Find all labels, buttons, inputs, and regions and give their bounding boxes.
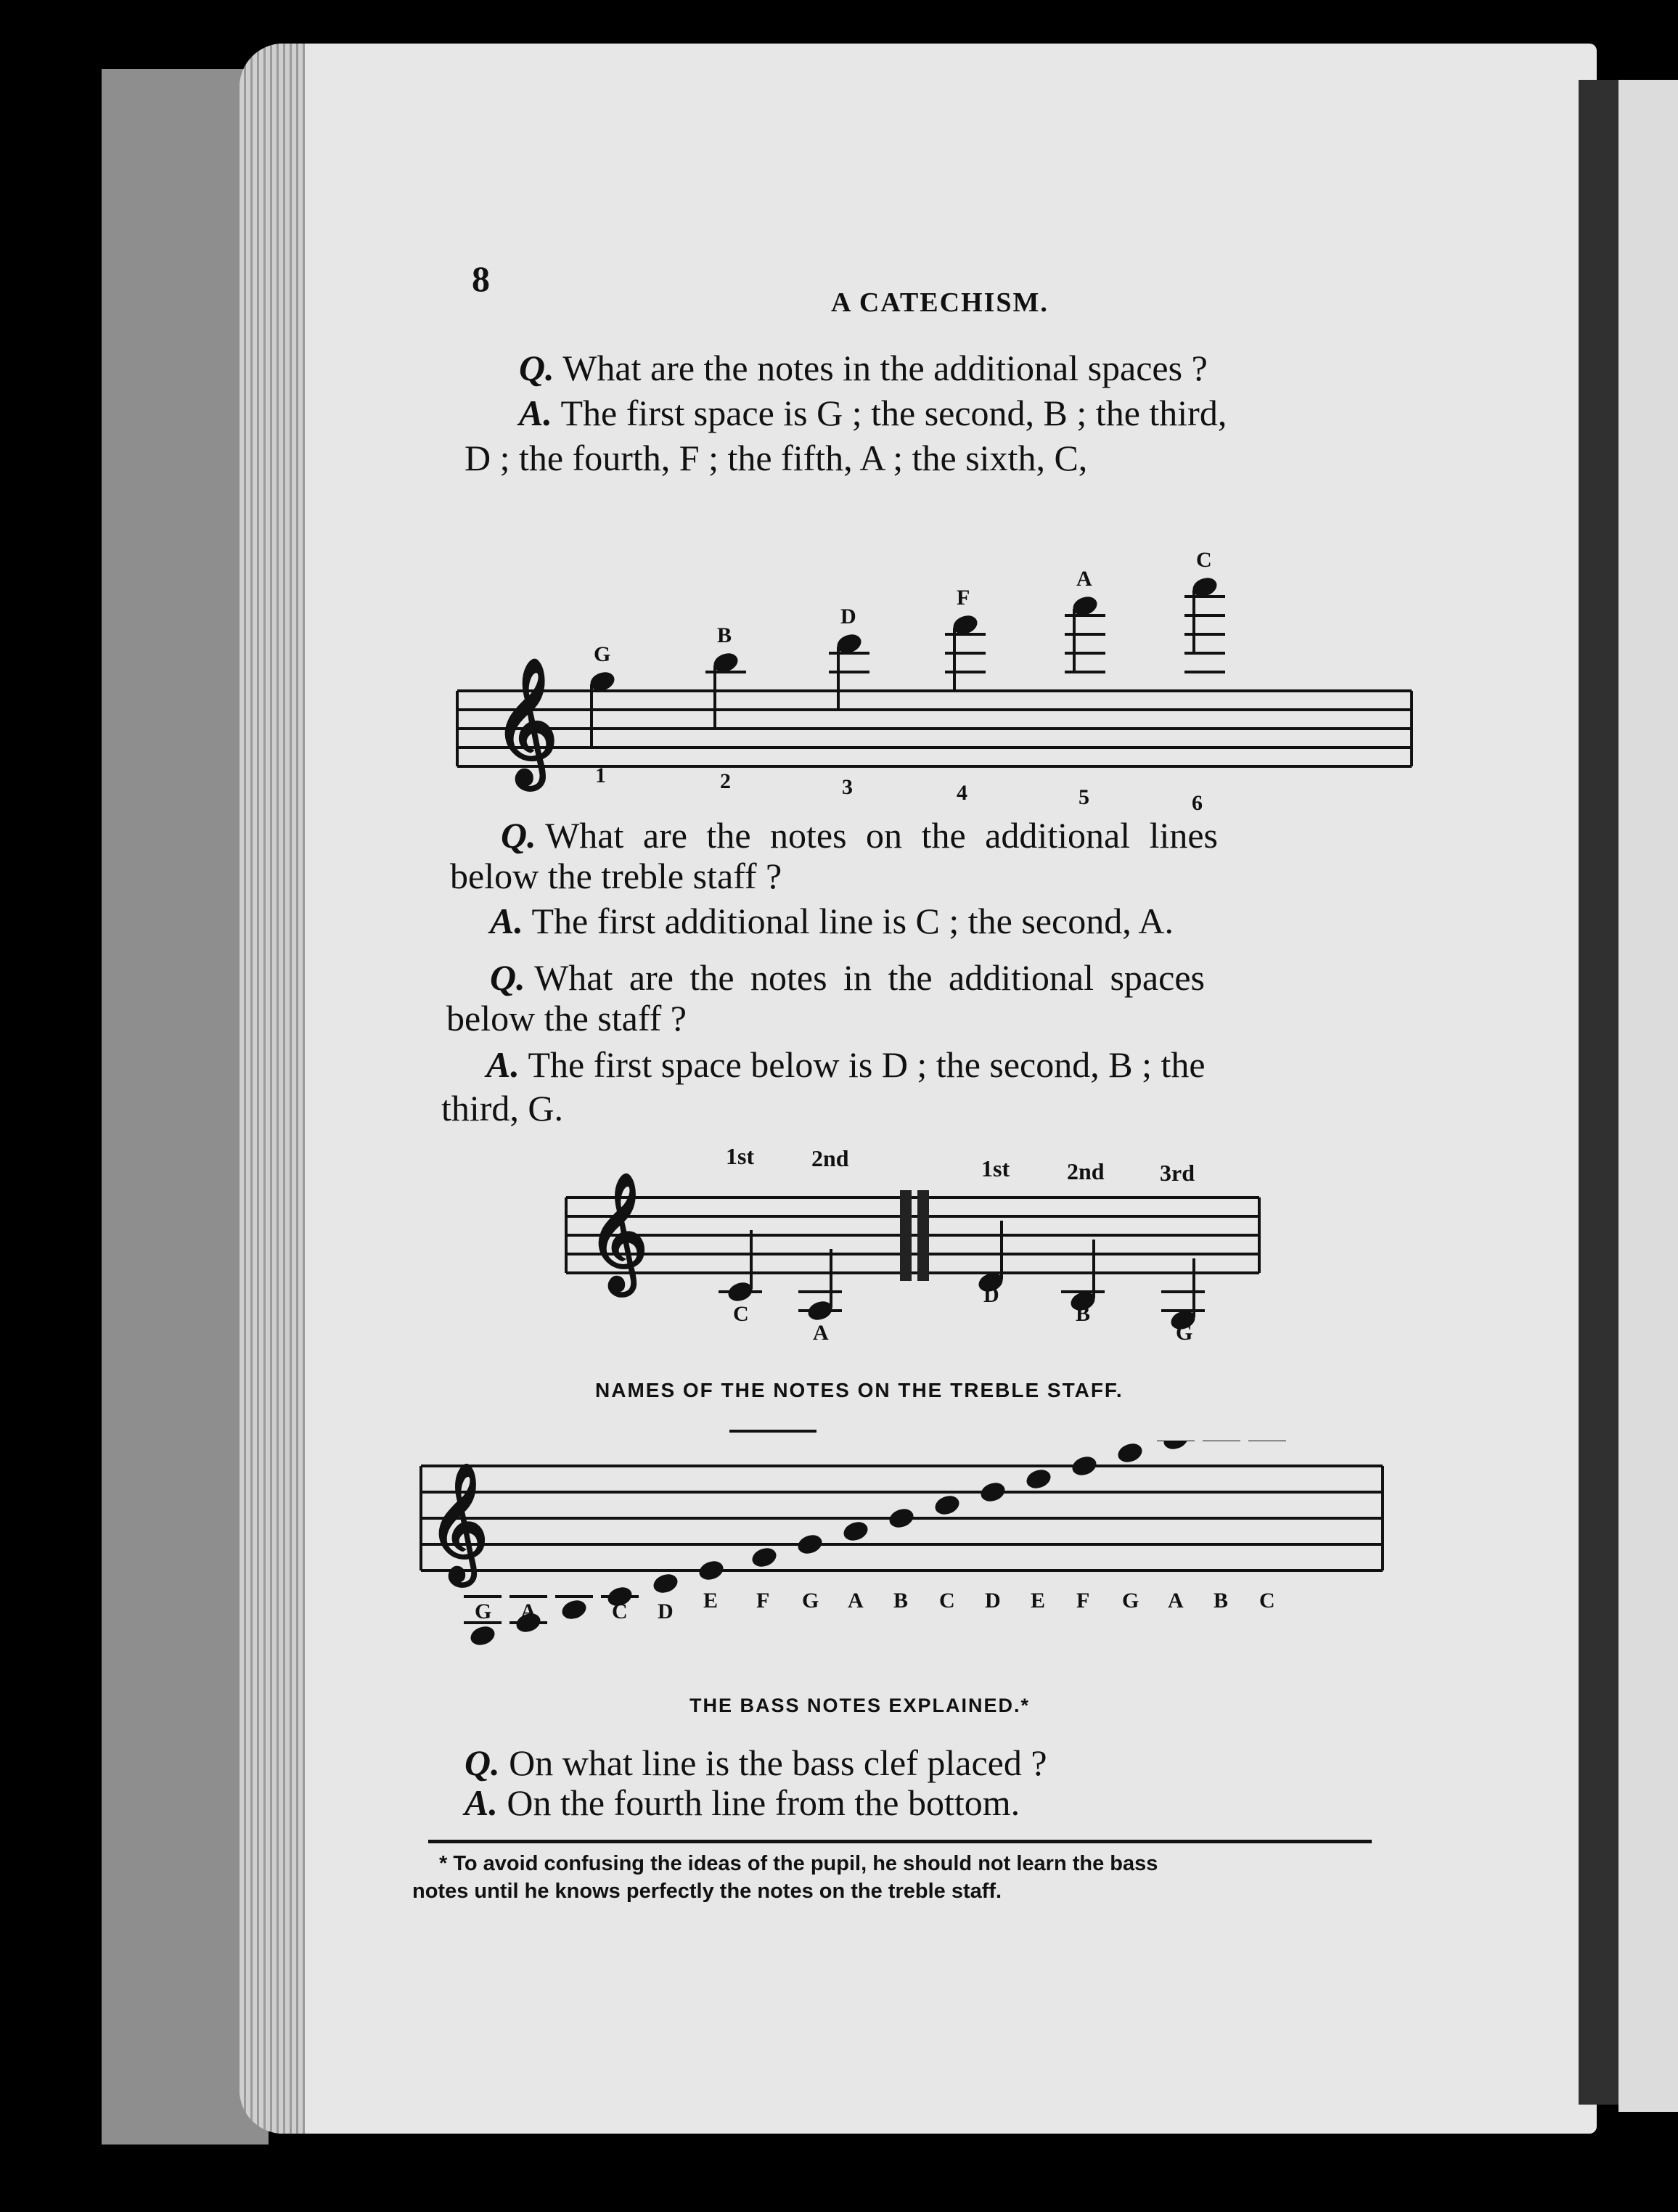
question-3-line-2: below the staff ? bbox=[446, 998, 687, 1039]
ordinal-right-1: 1st bbox=[981, 1155, 1010, 1181]
fig2-note bbox=[1161, 1258, 1205, 1345]
fig1-number-2: 2 bbox=[720, 769, 731, 793]
treble-clef-icon: 𝄞 bbox=[494, 662, 558, 782]
q-marker: Q. bbox=[464, 1742, 500, 1783]
question-4 bbox=[464, 1742, 1047, 1784]
caption-treble-staff: NAMES OF THE NOTES ON THE TREBLE STAFF. bbox=[595, 1379, 1124, 1401]
fig3-note-label: A bbox=[520, 1599, 536, 1623]
page-stack-edge bbox=[240, 44, 305, 2134]
fig1-note-label: C bbox=[1196, 548, 1212, 572]
fig3-note bbox=[1116, 1441, 1145, 1465]
ordinal-left-1: 1st bbox=[726, 1143, 755, 1169]
gutter-shadow bbox=[1579, 80, 1618, 2105]
q-marker: Q. bbox=[519, 348, 554, 388]
fig1-note bbox=[945, 613, 986, 690]
fig3-note bbox=[697, 1558, 726, 1583]
fig3-note bbox=[841, 1519, 870, 1544]
fig2-note-label: B bbox=[1076, 1302, 1091, 1326]
fig3-note-label: D bbox=[985, 1589, 1001, 1613]
question-1 bbox=[519, 347, 1208, 389]
fig3-note-label: E bbox=[1031, 1589, 1046, 1613]
footnote-rule bbox=[428, 1840, 1372, 1843]
fig3-note-label: A bbox=[848, 1589, 864, 1613]
fig3-note-label: B bbox=[1214, 1589, 1229, 1613]
answer-2 bbox=[490, 900, 1174, 942]
answer-4 bbox=[464, 1782, 1020, 1824]
fig3-note-label: A bbox=[1168, 1589, 1184, 1613]
question-4-text: On what line is the bass clef placed ? bbox=[509, 1742, 1047, 1783]
fig1-number-1: 1 bbox=[595, 763, 606, 787]
fig1-note bbox=[1184, 575, 1225, 672]
answer-1-text-1: The first space is G ; the second, B ; the third, bbox=[560, 393, 1227, 433]
fig3-note-label: B bbox=[893, 1589, 909, 1613]
fig3-note-label: G bbox=[475, 1599, 492, 1623]
fig2-note-label: D bbox=[983, 1283, 999, 1307]
a-marker: A. bbox=[519, 393, 552, 433]
facing-page bbox=[1618, 80, 1678, 2112]
a-marker: A. bbox=[486, 1044, 520, 1085]
question-1-text: What are the notes in the additional spaces ? bbox=[562, 348, 1208, 388]
fig1-note bbox=[829, 631, 869, 709]
fig3-note-label: F bbox=[756, 1589, 770, 1613]
answer-3-text-1: The first space below is D ; the second, B ; the bbox=[528, 1044, 1206, 1085]
caption-rule bbox=[729, 1430, 817, 1433]
footnote-line-1: * To avoid confusing the ideas of the pupil, he should not learn the bass bbox=[439, 1852, 1158, 1875]
fig1-number-3: 3 bbox=[842, 775, 853, 799]
q-marker: Q. bbox=[501, 815, 536, 856]
fig2-note bbox=[976, 1221, 1005, 1307]
question-3-text-1: What are the notes in the additional spaces bbox=[534, 957, 1205, 998]
fig1-note bbox=[705, 650, 746, 728]
question-2-line-2: below the treble staff ? bbox=[450, 856, 782, 896]
answer-4-text: On the fourth line from the bottom. bbox=[507, 1782, 1020, 1823]
running-head: A CATECHISM. bbox=[831, 287, 1049, 318]
answer-2-text: The first additional line is C ; the second, A. bbox=[531, 901, 1174, 941]
ordinal-right-3: 3rd bbox=[1160, 1160, 1195, 1186]
caption-bass-notes: THE BASS NOTES EXPLAINED.* bbox=[689, 1695, 1031, 1716]
fig3-note-label: C bbox=[939, 1589, 955, 1613]
fig1-note-label: A bbox=[1076, 567, 1092, 591]
figure-treble-staff-notes bbox=[414, 1441, 1408, 1666]
ordinal-left-2: 2nd bbox=[811, 1145, 849, 1171]
fig2-note bbox=[719, 1230, 762, 1326]
fig1-note-label: F bbox=[957, 586, 970, 610]
a-marker: A. bbox=[464, 1782, 498, 1823]
a-marker: A. bbox=[490, 901, 523, 941]
fig1-number-6: 6 bbox=[1192, 791, 1203, 815]
fig3-note-label: G bbox=[1122, 1589, 1139, 1613]
footnote-line-2: notes until he knows perfectly the notes on the treble staff. bbox=[412, 1880, 1002, 1903]
fig3-note bbox=[750, 1545, 779, 1570]
page-number: 8 bbox=[472, 258, 490, 299]
answer-3-line-1 bbox=[486, 1044, 1206, 1086]
answer-1-line-1 bbox=[519, 392, 1227, 434]
fig3-note-label: F bbox=[1076, 1589, 1090, 1613]
fig3-note bbox=[651, 1571, 680, 1596]
answer-1-line-2: D ; the fourth, F ; the fifth, A ; the sixth, C, bbox=[464, 438, 1088, 478]
fig1-note-label: D bbox=[840, 605, 856, 628]
fig1-note bbox=[588, 669, 617, 747]
fig2-note-label: A bbox=[813, 1321, 829, 1345]
treble-clef-icon: 𝄞 bbox=[428, 1467, 488, 1579]
treble-clef-icon: 𝄞 bbox=[588, 1176, 648, 1289]
question-2-line-1 bbox=[501, 814, 1218, 856]
fig3-note-label: G bbox=[802, 1589, 819, 1613]
fig3-note-label: E bbox=[703, 1589, 719, 1613]
fig1-note bbox=[1065, 594, 1105, 672]
question-2-text-1: What are the notes on the additional lines bbox=[545, 815, 1219, 856]
ordinal-right-2: 2nd bbox=[1067, 1158, 1105, 1184]
fig2-note-label: C bbox=[733, 1302, 749, 1326]
fig2-note bbox=[798, 1249, 842, 1345]
fig2-note-label: G bbox=[1176, 1321, 1193, 1345]
fig3-note-label: C bbox=[612, 1599, 628, 1623]
fig3-note bbox=[1070, 1454, 1099, 1478]
fig3-note bbox=[887, 1506, 916, 1531]
answer-3-line-2: third, G. bbox=[441, 1088, 564, 1128]
fig3-note bbox=[1024, 1467, 1053, 1491]
fig3-note bbox=[1157, 1441, 1195, 1452]
fig3-note bbox=[795, 1532, 824, 1557]
fig1-note-label: B bbox=[717, 623, 732, 647]
fig2-note bbox=[1061, 1240, 1105, 1326]
fig3-note-label: D bbox=[658, 1599, 674, 1623]
fig1-note-label: G bbox=[594, 642, 611, 666]
fig3-note-label: C bbox=[1259, 1589, 1275, 1613]
question-3-line-1 bbox=[490, 957, 1205, 999]
q-marker: Q. bbox=[490, 957, 525, 998]
fig3-note bbox=[933, 1493, 962, 1517]
fig3-note-label: B bbox=[566, 1599, 581, 1623]
fig1-number-4: 4 bbox=[957, 781, 967, 805]
fig1-number-5: 5 bbox=[1079, 785, 1089, 809]
fig3-note bbox=[978, 1480, 1007, 1504]
